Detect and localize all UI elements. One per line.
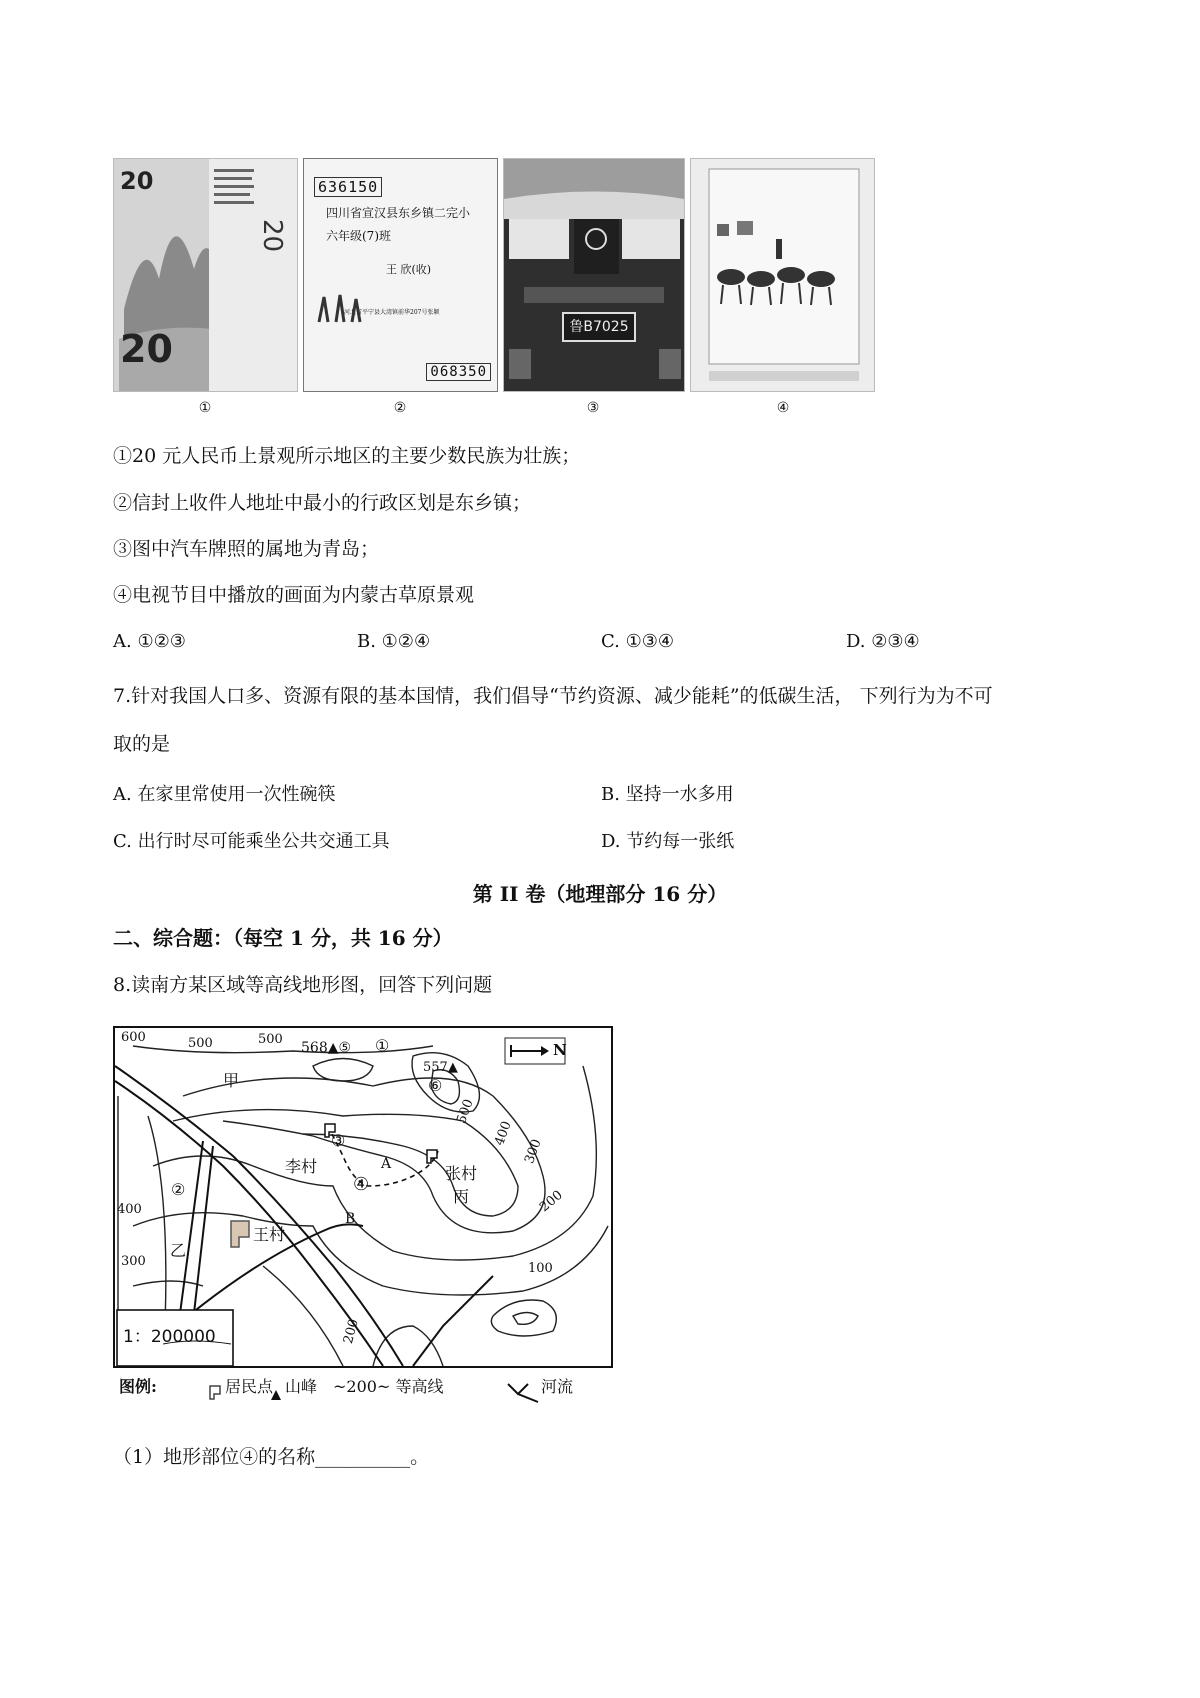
contour-300-right: 300 <box>522 1137 545 1166</box>
place-li-village: 李村 <box>285 1157 318 1176</box>
photo-caption-4: ④ <box>776 400 790 416</box>
contour-500-b: 500 <box>258 1032 283 1047</box>
legend-river: 河流 <box>541 1377 574 1396</box>
q6-option-b: B. ①②④ <box>357 631 431 652</box>
contour-500-c: 500 <box>454 1097 477 1126</box>
statement-3: ③图中汽车牌照的属地为青岛； <box>113 538 380 560</box>
section-title: 第 II 卷（地理部分 16 分） <box>472 882 728 906</box>
contour-map <box>113 1026 613 1411</box>
q7-option-a: A. 在家里常使用一次性碗筷 <box>113 784 336 805</box>
peak-557: 557▲ <box>423 1060 458 1075</box>
photo-caption-2: ② <box>393 400 407 416</box>
mark-1: ① <box>375 1036 390 1055</box>
statement-2: ②信封上收件人地址中最小的行政区划是东乡镇； <box>113 492 532 514</box>
place-wang-village: 王村 <box>253 1225 286 1244</box>
place-zhang-village: 张村 <box>445 1164 478 1183</box>
q7-option-c: C. 出行时尽可能乘坐公共交通工具 <box>113 831 390 852</box>
q6-option-c: C. ①③④ <box>601 631 674 652</box>
q8-sub1: （1）地形部位④的名称__________。 <box>113 1446 430 1468</box>
banknote-value-bottom: 20 <box>120 327 173 371</box>
envelope-postcode-top: 636150 <box>314 177 382 197</box>
contour-400-left: 400 <box>117 1202 142 1217</box>
photo-car <box>503 158 685 392</box>
peak-568: 568▲⑤ <box>301 1040 352 1056</box>
q6-option-a: A. ①②③ <box>113 631 186 652</box>
q7-stem-line2: 取的是 <box>113 733 171 755</box>
contour-200-right: 200 <box>537 1187 566 1216</box>
photo-banknote <box>113 158 298 392</box>
map-scale: 1：200000 <box>123 1327 216 1347</box>
legend-settlement: 居民点 <box>225 1377 274 1396</box>
north-label: N <box>553 1041 567 1059</box>
photo-envelope <box>303 158 498 392</box>
photo-tv <box>690 158 875 392</box>
envelope-address-line1: 四川省宣汉县东乡镇二完小 <box>326 206 471 220</box>
place-jia: 甲 <box>223 1071 240 1090</box>
legend-peak: 山峰 <box>285 1377 318 1396</box>
tv-screen-image <box>691 159 874 391</box>
envelope-recipient: 王 欣(收) <box>386 263 432 276</box>
mark-3: ③ <box>331 1131 346 1150</box>
mark-a: A <box>381 1156 392 1172</box>
section-heading: 二、综合题：（每空 1 分，共 16 分） <box>113 926 453 950</box>
car-front-image <box>504 159 684 391</box>
svg-text:20: 20 <box>257 219 287 253</box>
q8-stem: 8.读南方某区域等高线地形图，回答下列问题 <box>113 974 493 996</box>
contour-600: 600 <box>121 1030 146 1045</box>
q6-option-d: D. ②③④ <box>846 631 920 652</box>
statement-4: ④电视节目中播放的画面为内蒙古草原景观 <box>113 584 475 606</box>
envelope-stamp-figures <box>314 287 374 327</box>
legend-contour: ~200~ 等高线 <box>333 1377 444 1396</box>
contour-100: 100 <box>528 1261 553 1276</box>
contour-300-left: 300 <box>121 1254 146 1269</box>
mark-4: ④ <box>353 1174 370 1195</box>
envelope-sender: 河北省平宁县大湾镇前华207号张颖 <box>344 309 440 316</box>
q7-option-d: D. 节约每一张纸 <box>601 831 735 852</box>
mark-b: B <box>345 1211 356 1227</box>
license-plate: 鲁B7025 <box>562 312 636 342</box>
contour-400-right: 400 <box>492 1119 515 1148</box>
banknote-value-top: 20 <box>120 167 154 195</box>
envelope-postcode-bottom: 068350 <box>426 363 491 381</box>
photo-caption-3: ③ <box>586 400 600 416</box>
place-bing: 丙 <box>453 1187 470 1206</box>
q7-option-b: B. 坚持一水多用 <box>601 784 734 805</box>
mark-2: ② <box>171 1180 186 1199</box>
legend-title: 图例: <box>119 1377 157 1396</box>
envelope-address-line2: 六年级(7)班 <box>326 229 391 243</box>
place-yi: 乙 <box>170 1241 187 1260</box>
contour-map-figure <box>113 1026 613 1411</box>
statement-1: ①20 元人民币上景观所示地区的主要少数民族为壮族； <box>113 445 581 467</box>
contour-200-bottom: 200 <box>340 1317 362 1346</box>
q7-stem-line1: 7.针对我国人口多、资源有限的基本国情，我们倡导“节约资源、减少能耗”的低碳生活， 下列行为为不可 <box>113 685 993 707</box>
photo-caption-1: ① <box>198 400 212 416</box>
mark-6: ⑥ <box>428 1076 443 1095</box>
contour-500-a: 500 <box>188 1036 213 1051</box>
